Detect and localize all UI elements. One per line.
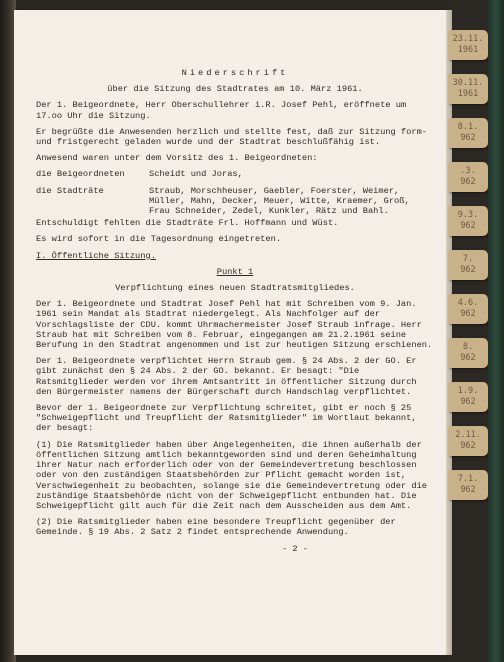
tab-year: 1961 xyxy=(457,89,479,99)
present-intro: Anwesend waren unter dem Vorsitz des 1. Beigeordneten: xyxy=(36,153,318,164)
attendee-label: die Stadträte xyxy=(36,185,104,196)
paragraph-4: (1) Die Ratsmitglieder haben über Angelegenheiten, die ihnen außerhalb der öffentlichen Sitzung amtlich bekanntgeworden sind und deren Geheimhaltung ihrer Natur nach erforderlich oder von der Gemeindevertretung beschlossen oder von den zuständigen Staatsbehörden zur Pflicht gemacht worden ist, Verschwiegenheit zu beobachten, solange sie die Gemeindevertretung oder die zuständige Staatsbehörde nicht von der Schweigepflicht entbunden hat. Die Schweigepflicht gilt auch für die Zeit nach dem Ausscheiden aus dem Amt. xyxy=(36,439,428,511)
attendee-row xyxy=(36,186,434,217)
tab-date: .3. xyxy=(460,166,476,176)
paragraph-1: Der 1. Beigeordnete und Stadtrat Josef Pehl hat mit Schreiben vom 9. Jan. 1961 sein Mandat als Stadtrat niedergelegt. Als Nachfolger auf der Vorschlagsliste der CDU. kommt Uhrmachermeister Josef Straub infrage. Herr Straub hat mit Schreiben vom 8. Februar, eingegangen am 21.2.1961 seine Berufung in den Stadtrat angenommen und ist zur heutigen Sitzung erschienen. xyxy=(36,299,433,351)
excused-paragraph: Entschuldigt fehlten die Stadträte Frl. Hoffmann und Wüst. xyxy=(36,218,339,229)
tab-year: 962 xyxy=(460,265,476,275)
attendee-row xyxy=(36,169,434,179)
attendee-names: Straub, Morschheuser, Gaebler, Foerster, Weimer, Müller, Mahn, Decker, Meuer, Witte, Kraemer, Groß, Frau Schneider, Zedel, Kunkler, Rätz und Bahl. xyxy=(149,185,410,217)
index-tab[interactable] xyxy=(448,118,488,148)
index-tab[interactable] xyxy=(448,74,488,104)
tab-date: 7. xyxy=(462,254,474,264)
attendee-names: Scheidt und Joras, xyxy=(149,169,243,180)
document-title: Niederschrift xyxy=(181,68,289,78)
tab-year: 1961 xyxy=(457,45,479,55)
paragraph-3: Bevor der 1. Beigeordnete zur Verpflichtung schreitet, gibt er noch § 25 "Schweigepflicht und Treupflicht der Ratsmitglieder" im Wortlaut bekannt, der besagt: xyxy=(36,403,417,434)
tab-year: 962 xyxy=(460,133,476,143)
index-tab[interactable] xyxy=(448,30,488,60)
tab-year: 962 xyxy=(460,177,476,187)
tab-year: 962 xyxy=(460,441,476,451)
paragraph-2: Der 1. Beigeordnete verpflichtet Herrn Straub gem. § 24 Abs. 2 der GO. Er gibt zunächst den § 24 Abs. 2 der GO. bekannt. Er besagt: "Die Ratsmitglieder werden vor ihrem Amtsantritt in öffentlicher Sitzung durch den Bürgermeister namens der Bürgerschaft durch Handschlag verpflichtet. xyxy=(36,356,417,397)
tab-date: 4.6. xyxy=(457,298,479,308)
tab-date: 8. xyxy=(462,342,474,352)
index-tab[interactable] xyxy=(448,338,488,368)
tab-date: 7.1. xyxy=(457,474,479,484)
paragraph-5: (2) Die Ratsmitglieder haben eine besondere Treupflicht gegenüber der Gemeinde. § 19 Abs. 2 Satz 2 findet entsprechende Anwendung. xyxy=(36,517,396,538)
index-tab[interactable] xyxy=(448,470,488,500)
index-tab[interactable] xyxy=(448,426,488,456)
section-heading: I. Öffentliche Sitzung. xyxy=(36,250,156,261)
punkt-heading: Punkt 1 xyxy=(216,266,254,277)
tab-year: 962 xyxy=(460,353,476,363)
tab-year: 962 xyxy=(460,485,476,495)
punkt-title: Verpflichtung eines neuen Stadtratsmitgliedes. xyxy=(115,283,355,294)
tab-year: 962 xyxy=(460,221,476,231)
document-subtitle: über die Sitzung des Stadtrates am 10. März 1961. xyxy=(107,84,363,95)
index-tab[interactable] xyxy=(448,250,488,280)
tab-date: 8.1. xyxy=(457,122,479,132)
tab-date: 9.3. xyxy=(457,210,479,220)
tab-year: 962 xyxy=(460,309,476,319)
greeting-paragraph: Er begrüßte die Anwesenden herzlich und stellte fest, daß zur Sitzung form- und fristgerecht geladen wurde und der Stadtrat beschlußfähig ist. xyxy=(36,126,428,148)
index-tab[interactable] xyxy=(448,382,488,412)
agenda-paragraph: Es wird sofort in die Tagesordnung eingetreten. xyxy=(36,234,282,245)
index-tab[interactable] xyxy=(448,294,488,324)
document-text xyxy=(36,68,434,560)
index-tabs xyxy=(448,30,490,500)
tab-date: 1.9. xyxy=(457,386,479,396)
opening-paragraph: Der 1. Beigeordnete, Herr Oberschullehrer i.R. Josef Pehl, eröffnete um 17.oo Uhr die Sitzung. xyxy=(36,100,407,121)
index-tab[interactable] xyxy=(448,162,488,192)
tab-year: 962 xyxy=(460,397,476,407)
tab-date: 2.11. xyxy=(455,430,481,440)
page-number: - 2 - xyxy=(281,543,309,554)
tab-date: 30.11. xyxy=(452,78,484,88)
binder-right-edge xyxy=(488,0,504,662)
tab-date: 23.11. xyxy=(452,34,484,44)
attendee-label: die Beigeordneten xyxy=(36,169,125,180)
index-tab[interactable] xyxy=(448,206,488,236)
